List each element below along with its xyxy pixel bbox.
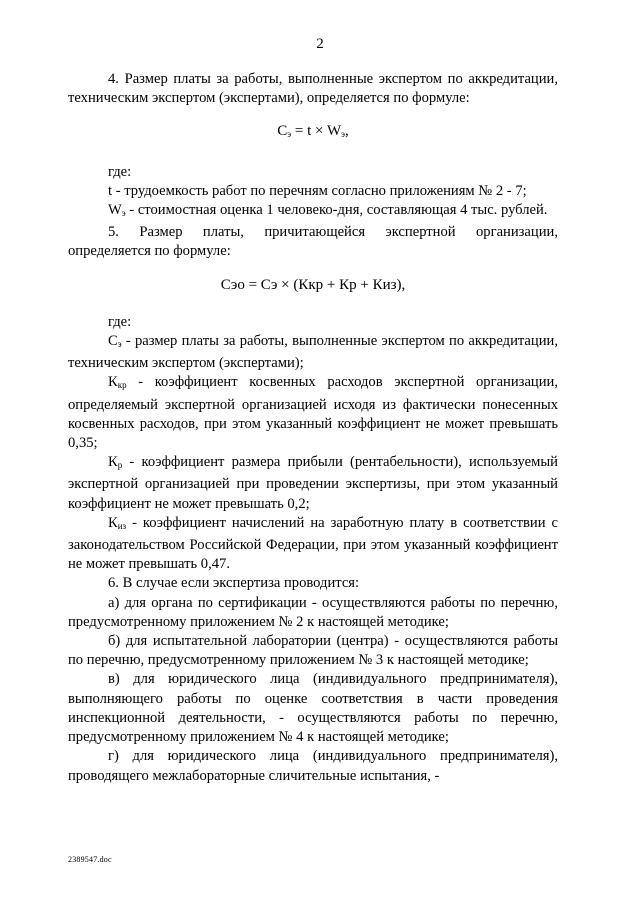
formula-1-c-sub: э	[287, 129, 292, 140]
definition-kr	[68, 453, 558, 514]
definition-symbol-sub: э	[117, 339, 122, 350]
formula-2: Сэо = Сэ × (Ккр + Кр + Киз),	[220, 276, 406, 293]
definition-symbol-sub: из	[117, 520, 127, 531]
w-definition	[68, 201, 558, 223]
where-label-1: где:	[108, 163, 132, 180]
paragraph-6: 6. В случае если экспертиза проводится:	[108, 575, 360, 592]
formula-1-end: ,	[345, 123, 349, 140]
definition-symbol-sub: р	[117, 460, 123, 471]
formula-1-c: С	[277, 123, 288, 140]
w-text: - стоимостная оценка 1 человеко-дня, составляющая 4 тыс. рублей.	[125, 202, 548, 219]
definition-kkr	[68, 373, 558, 453]
definition-text: - коэффициент косвенных расходов экспертной организации, определяемый экспертной организацией исходя из фактически понесенных косвенных расходов, при этом указанный коэффициент не может превышать 0,35;	[68, 374, 558, 452]
list-item-b: б) для испытательной лаборатории (центра) - осуществляются работы по перечню, предусмотренному приложением № 3 к настоящей методике;	[68, 633, 558, 669]
w-symbol: W	[108, 202, 122, 219]
paragraph-4: 4. Размер платы за работы, выполненные экспертом по аккредитации, техническим экспертом (экспертами), определяется по формуле:	[68, 71, 558, 107]
definition-symbol: К	[108, 374, 118, 391]
w-symbol-sub: э	[121, 208, 126, 219]
definition-symbol: К	[108, 514, 118, 531]
formula-1	[68, 122, 558, 144]
t-definition: t - трудоемкость работ по перечням согласно приложениям № 2 - 7;	[108, 182, 527, 199]
definition-text: - коэффициент размера прибыли (рентабельности), используемый экспертной организацией при проведении экспертизы, при этом указанный коэффициент не может превышать 0,2;	[68, 454, 558, 512]
definition-symbol-sub: кр	[117, 380, 127, 391]
definition-text: - размер платы за работы, выполненные экспертом по аккредитации, техническим экспертом (экспертами);	[68, 333, 558, 372]
definition-symbol: К	[108, 454, 118, 471]
list-item-g: г) для юридического лица (индивидуального предпринимателя), проводящего межлабораторные сличительные испытания, -	[68, 748, 558, 784]
list-item-a: а) для органа по сертификации - осуществляются работы по перечню, предусмотренному приложением № 2 к настоящей методике;	[68, 594, 558, 630]
list-item-v: в) для юридического лица (индивидуального предпринимателя), выполняющего работы по оценке соответствия в части проведения инспекционной деятельности, - осуществляются работы по перечню, предусмотренному приложением № 4 к настоящей методике;	[68, 671, 558, 746]
formula-1-w-sub: э	[341, 129, 345, 140]
definition-text: - коэффициент начислений на заработную плату в соответствии с законодательством Российской Федерации, при этом указанный коэффициент не может превышать 0,47.	[68, 514, 558, 573]
definition-kiz	[68, 514, 558, 575]
formula-1-rest: = t × W	[291, 123, 342, 140]
document-body	[68, 70, 558, 786]
where-label-2: где:	[108, 313, 132, 330]
page-number: 2	[316, 36, 324, 52]
definition-ce	[68, 332, 558, 373]
paragraph-5: 5. Размер платы, причитающейся экспертной организации, определяется по формуле:	[68, 224, 558, 260]
footer-filename: 2389547.doc	[68, 855, 112, 864]
definition-symbol: С	[108, 333, 118, 350]
